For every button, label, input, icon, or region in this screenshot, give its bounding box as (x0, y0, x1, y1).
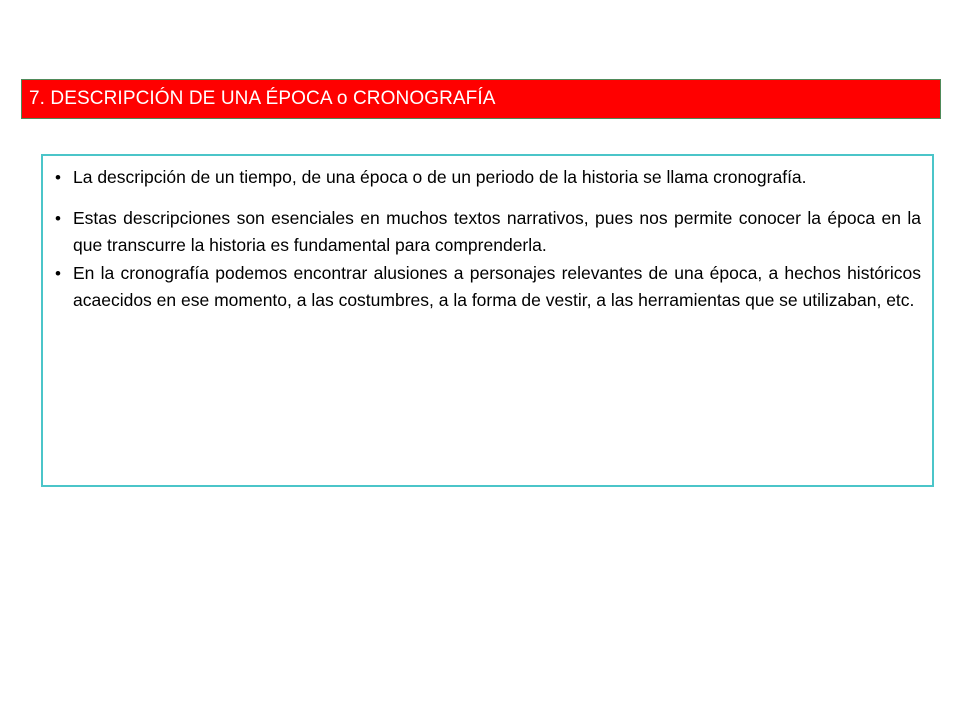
slide-title-bar (21, 79, 941, 119)
bullet-list (55, 164, 921, 314)
bullet-icon: • (55, 209, 61, 228)
slide-title: 7. DESCRIPCIÓN DE UNA ÉPOCA o CRONOGRAFÍA (29, 88, 496, 109)
bullet-item (55, 164, 921, 191)
bullet-text: La descripción de un tiempo, de una época o de un periodo de la historia se llama cronografía. (73, 167, 807, 187)
content-box (41, 154, 934, 487)
bullet-item (55, 260, 921, 314)
bullet-icon: • (55, 168, 61, 187)
bullet-item (55, 205, 921, 259)
bullet-text: Estas descripciones son esenciales en muchos textos narrativos, pues nos permite conocer la época en la que transcurre la historia es fundamental para comprenderla. (73, 208, 921, 255)
bullet-icon: • (55, 264, 61, 283)
bullet-text: En la cronografía podemos encontrar alusiones a personajes relevantes de una época, a hechos históricos acaecidos en ese momento, a las costumbres, a la forma de vestir, a las herramientas que se utilizaban, etc. (73, 263, 921, 310)
